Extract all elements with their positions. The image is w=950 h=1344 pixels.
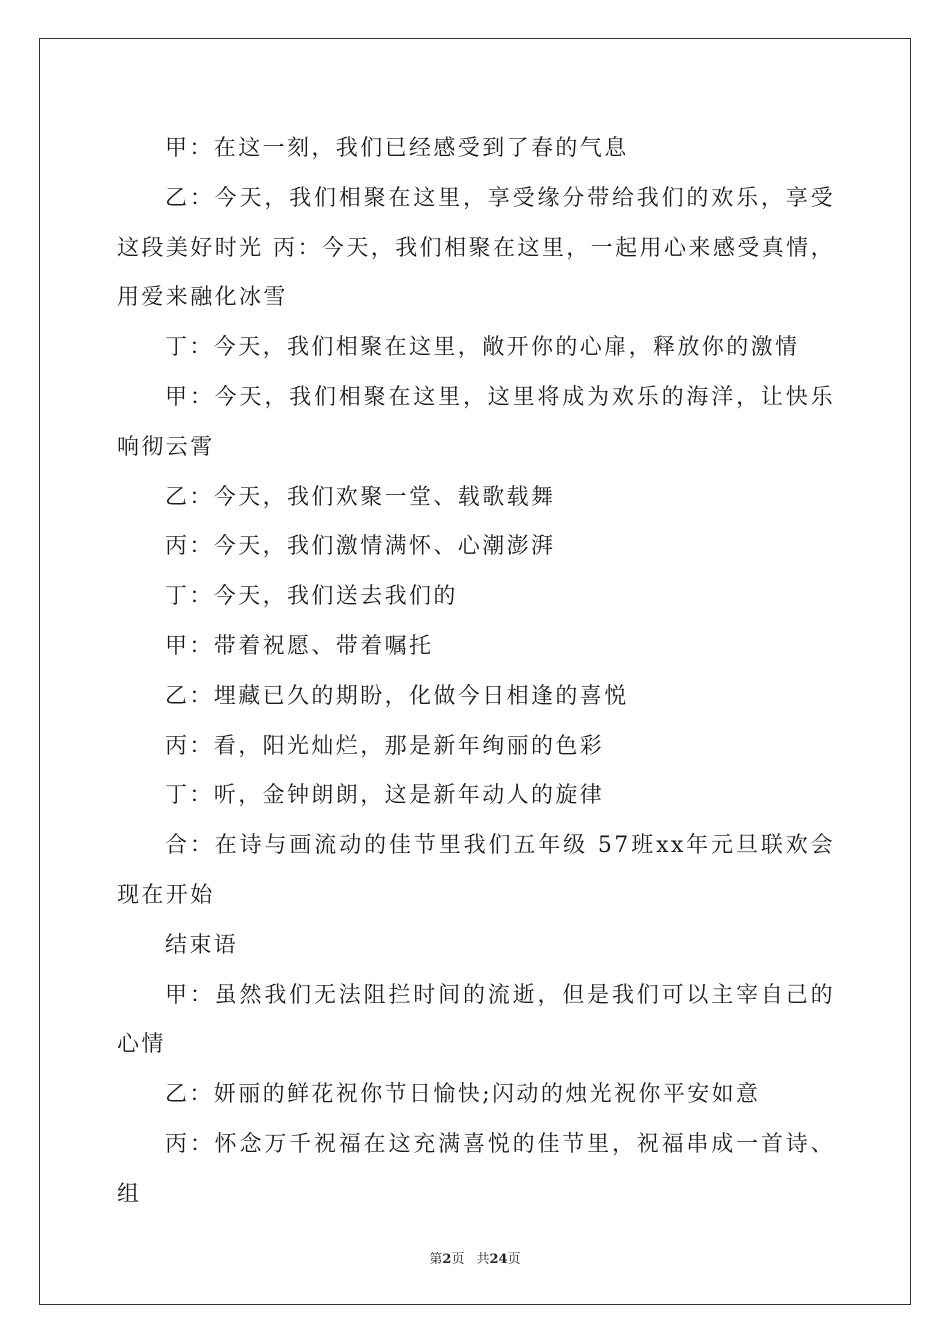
section-heading: 结束语	[165, 932, 239, 958]
page-number: 2	[442, 1252, 452, 1267]
page-suffix: 页	[451, 1252, 465, 1267]
paragraph: 甲：带着祝愿、带着嘱托	[165, 633, 434, 659]
paragraph: 甲：在这一刻，我们已经感受到了春的气息	[165, 136, 629, 161]
paragraph: 乙：埋藏已久的期盼，化做今日相逢的喜悦	[165, 683, 629, 709]
paragraph: 甲：虽然我们无法阻拦时间的流逝，但是我们可以主宰自己的心情	[117, 982, 835, 1058]
paragraph: 合：在诗与画流动的佳节里我们五年级 57班xx年元旦联欢会现在开始	[117, 833, 835, 908]
paragraph: 丙：今天，我们激情满怀、心潮澎湃	[165, 534, 556, 560]
total-prefix: 共	[476, 1252, 490, 1267]
page-prefix: 第	[429, 1252, 443, 1267]
paragraph: 甲：今天，我们相聚在这里，这里将成为欢乐的海洋，让快乐响彻云霄	[117, 384, 835, 460]
paragraph: 丙：看，阳光灿烂，那是新年绚丽的色彩	[165, 733, 605, 759]
paragraph: 乙：今天，我们相聚在这里，享受缘分带给我们的欢乐，享受这段美好时光 丙：今天，我们相聚在这里，一起用心来感受真情，用爱来融化冰雪	[117, 185, 835, 311]
document-body	[117, 124, 835, 1220]
paragraph: 丁：听，金钟朗朗，这是新年动人的旋律	[165, 783, 605, 809]
paragraph: 乙：妍丽的鲜花祝你节日愉快;闪动的烛光祝你平安如意	[165, 1082, 761, 1108]
total-suffix: 页	[507, 1252, 521, 1267]
total-pages: 24	[489, 1252, 508, 1267]
paragraph: 乙：今天，我们欢聚一堂、载歌载舞	[165, 484, 556, 510]
paragraph: 丁：今天，我们送去我们的	[165, 584, 458, 610]
paragraph: 丙：怀念万千祝福在这充满喜悦的佳节里，祝福串成一首诗、组	[117, 1131, 835, 1207]
page-footer	[0, 1248, 950, 1267]
paragraph: 丁：今天，我们相聚在这里，敞开你的心扉，释放你的激情	[165, 335, 800, 361]
